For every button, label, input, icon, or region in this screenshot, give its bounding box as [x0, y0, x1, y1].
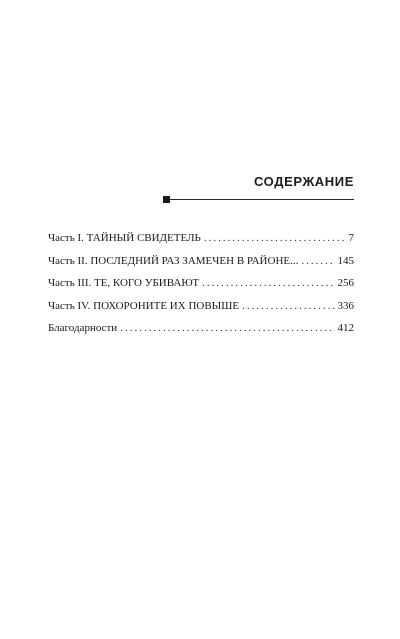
toc-entry-page: 145: [337, 254, 354, 267]
dot-leader: [242, 299, 334, 313]
dot-leader: [120, 321, 334, 335]
toc-entry-label: Часть II. ПОСЛЕДНИЙ РАЗ ЗАМЕЧЕН В РАЙОНЕ...: [48, 254, 299, 267]
toc-entry-part-3: [48, 276, 354, 299]
toc-entry-part-4: [48, 299, 354, 322]
toc-entry-page: 7: [348, 232, 354, 244]
toc-entry-label: Часть III. ТЕ, КОГО УБИВАЮТ: [48, 277, 200, 289]
toc-entry-part-2: [48, 254, 354, 277]
toc-list: [48, 231, 354, 344]
toc-entry-page: 336: [337, 299, 354, 312]
toc-entry-acknowledgements: [48, 321, 354, 344]
toc-entry-part-1: [48, 231, 354, 254]
page-title: СОДЕРЖАНИЕ: [254, 174, 354, 189]
toc-entry-label: Благодарности: [48, 322, 118, 334]
toc-entry-page: 412: [337, 322, 354, 334]
toc-entry-label: Часть IV. ПОХОРОНИТЕ ИХ ПОВЫШЕ: [48, 299, 240, 312]
dot-leader: [202, 276, 334, 290]
dot-leader: [301, 254, 334, 268]
title-rule: [163, 196, 354, 204]
toc-entry-page: 256: [337, 277, 354, 289]
rule-square-marker: [163, 196, 170, 203]
toc-entry-label: Часть I. ТАЙНЫЙ СВИДЕТЕЛЬ: [48, 232, 201, 244]
dot-leader: [204, 231, 346, 245]
rule-line: [170, 199, 354, 200]
